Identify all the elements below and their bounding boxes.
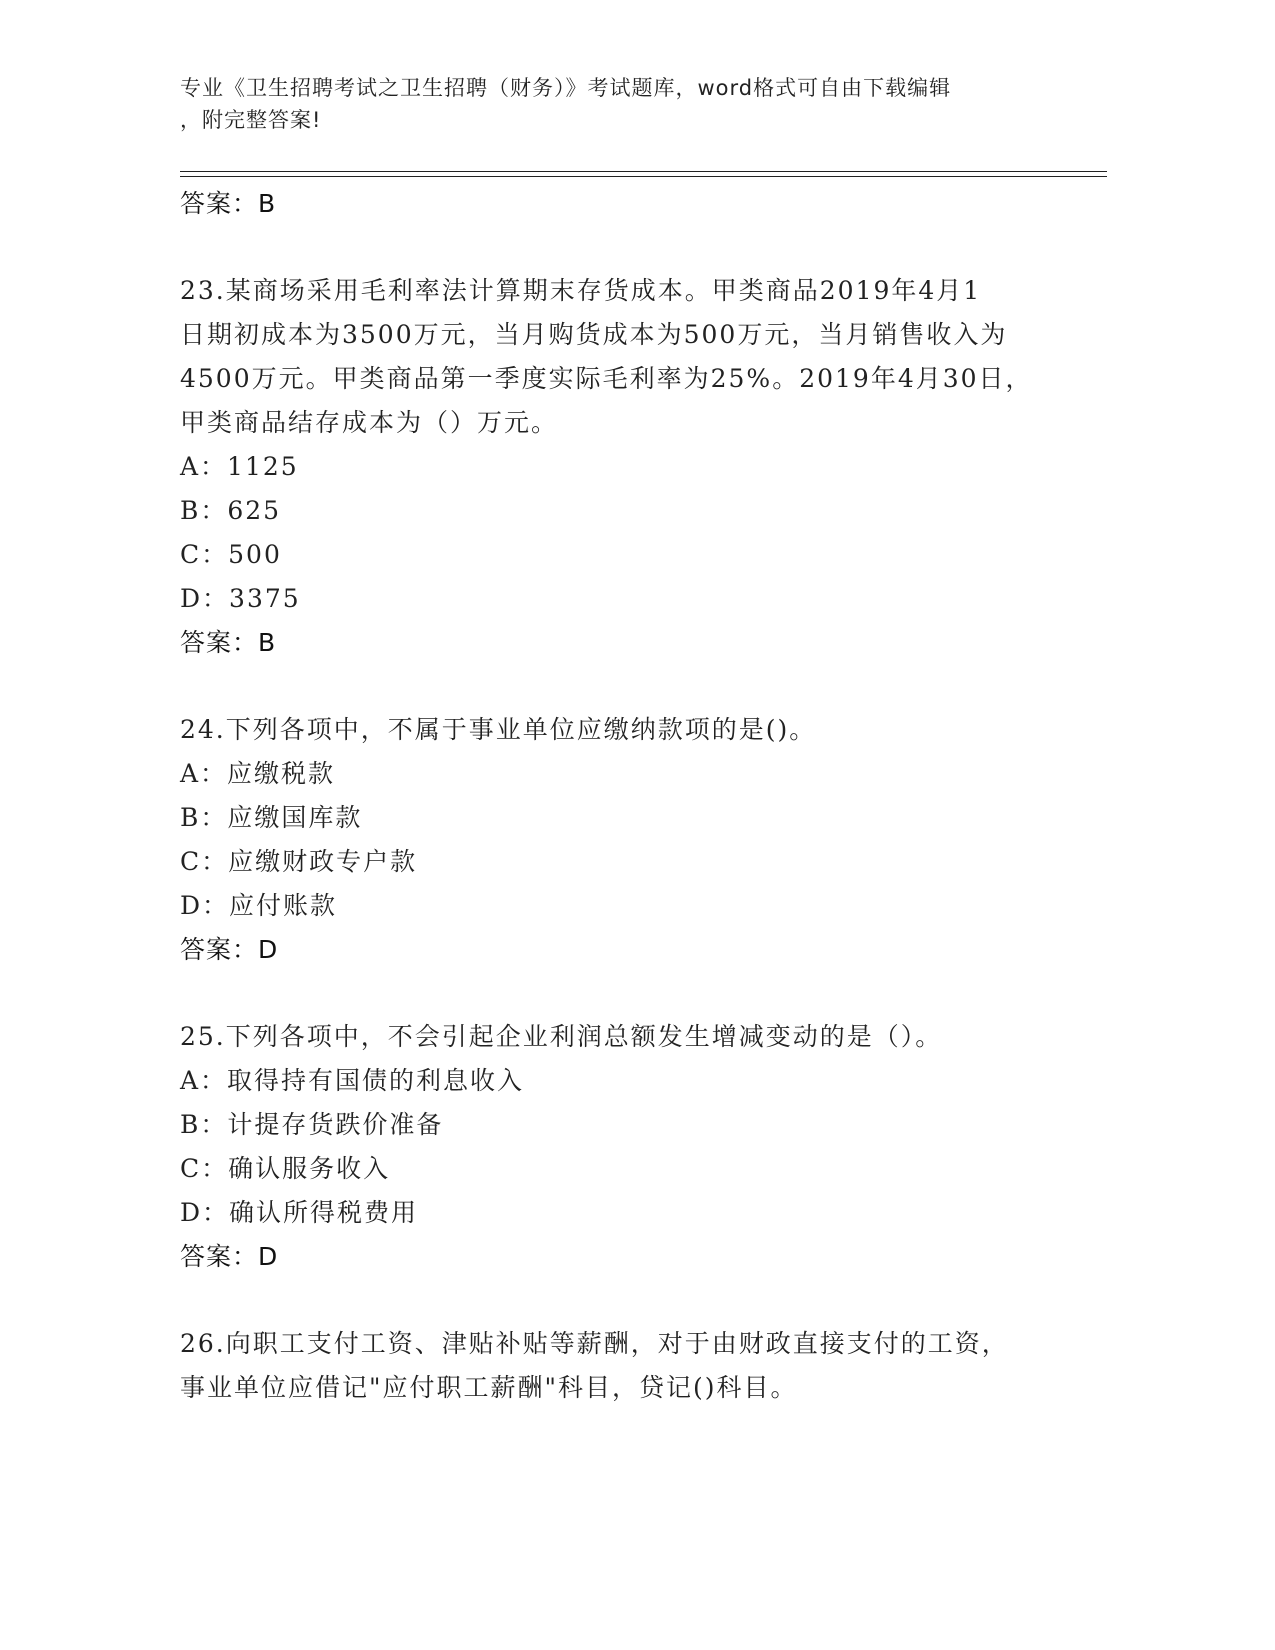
option-b: B：应缴国库款 [180, 803, 363, 832]
header-divider-top [180, 171, 1107, 172]
option-c: C：应缴财政专户款 [180, 847, 418, 876]
previous-answer: 答案：B [180, 189, 277, 218]
answer: 答案：D [180, 1242, 279, 1271]
option-a: A：取得持有国债的利息收入 [180, 1066, 525, 1095]
question-text-line: 26.向职工支付工资、津贴补贴等薪酬，对于由财政直接支付的工资， [180, 1329, 1009, 1358]
header-line-1: 专业《卫生招聘考试之卫生招聘（财务）》考试题库，word格式可自由下载编辑 [180, 76, 952, 100]
question-text-line: 24.下列各项中，不属于事业单位应缴纳款项的是()。 [180, 715, 817, 744]
question-26 [180, 1322, 1080, 1410]
option-a: A：应缴税款 [180, 759, 336, 788]
option-b: B：625 [180, 496, 282, 525]
header-divider-bottom [180, 176, 1107, 177]
header-line-2: ，附完整答案! [180, 108, 322, 132]
option-c: C：确认服务收入 [180, 1154, 391, 1183]
question-text-line: 23.某商场采用毛利率法计算期末存货成本。甲类商品2019年4月1 [180, 276, 982, 305]
option-d: D：3375 [180, 584, 301, 613]
option-c: C：500 [180, 540, 282, 569]
question-text-line: 4500万元。甲类商品第一季度实际毛利率为25%。2019年4月30日， [180, 364, 1033, 393]
question-text-line: 日期初成本为3500万元，当月购货成本为500万元，当月销售收入为 [180, 320, 1008, 349]
answer: 答案：D [180, 935, 279, 964]
question-text-line: 事业单位应借记"应付职工薪酬"科目，贷记()科目。 [180, 1373, 798, 1402]
question-text-line: 甲类商品结存成本为（）万元。 [180, 408, 559, 437]
document-header [180, 72, 1060, 136]
option-d: D：确认所得税费用 [180, 1198, 419, 1227]
option-a: A：1125 [180, 452, 299, 481]
question-text-line: 25.下列各项中，不会引起企业利润总额发生增减变动的是（）。 [180, 1022, 943, 1051]
option-b: B：计提存货跌价准备 [180, 1110, 444, 1139]
question-24 [180, 708, 1080, 972]
option-d: D：应付账款 [180, 891, 338, 920]
question-list [180, 182, 1080, 1410]
answer: 答案：B [180, 628, 277, 657]
question-25 [180, 1015, 1080, 1279]
question-23 [180, 269, 1080, 665]
